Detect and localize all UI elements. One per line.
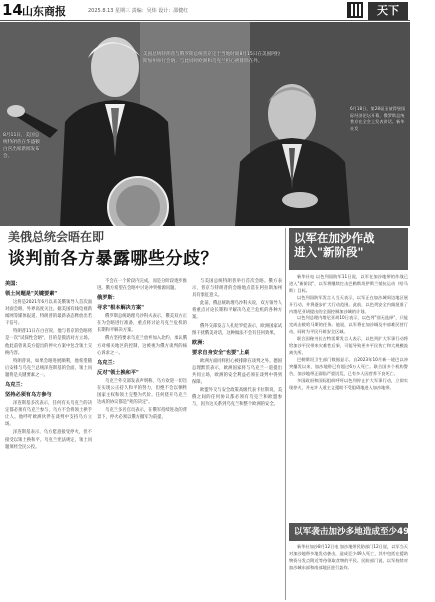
paragraph: 乌克兰外交部发表声明称，乌方欢迎一切旨在实现公正持久和平的努力，但绝不会以牺牲国家主权和领土完整为代价。任何绕开乌克兰达成的协议都是"死的决定"。 bbox=[97, 378, 187, 406]
lead-column-2 bbox=[97, 278, 187, 600]
section-subhead: 俄罗斯： bbox=[97, 295, 118, 302]
section-tag: 天下 bbox=[368, 2, 408, 20]
side-story-body-2 bbox=[289, 544, 408, 600]
photo-caption-left: 8月11日，美国总统特朗普在华盛顿白宫出席新闻发布会。 bbox=[3, 133, 40, 159]
lead-kicker: 美俄总统会晤在即 bbox=[8, 230, 105, 244]
paragraph: 此前，俄总统助理乌沙科夫说，双方领导人将重点讨论长期和平解决乌克兰危机的各种方案。 bbox=[192, 301, 282, 321]
section-subhead: 寻求"根本解决方案" bbox=[97, 305, 144, 312]
side-headline bbox=[294, 231, 375, 259]
section-subhead: 坚持必须有乌方参与 bbox=[5, 392, 52, 399]
lead-headline: 谈判前各方暴露哪些分歧？ bbox=[8, 249, 218, 269]
qr-code-icon bbox=[347, 2, 363, 18]
side-headline-block bbox=[289, 228, 408, 270]
section-subhead: 乌克兰： bbox=[5, 382, 26, 389]
paragraph: 俄罗斯总统助理乌沙科夫表示，俄美双方正在为会晤进行准备，重点将讨论乌克兰危机的长期和平解决方案。 bbox=[97, 314, 187, 334]
side-headline-line-1: 以军在加沙作战 bbox=[294, 231, 375, 245]
section-subhead: 欧洲： bbox=[192, 339, 208, 346]
lead-headline-block bbox=[0, 226, 285, 270]
lead-column-1 bbox=[5, 278, 92, 600]
paragraph: 特朗普11日在白宫说，他与普京的会晤将是一次"试探性会晤"，目的是摸清对方立场。他此前曾说美方提出的停火方案中包含领土交换内容。 bbox=[5, 329, 92, 356]
column-divider bbox=[285, 228, 286, 600]
paper-name: 山东商报 bbox=[22, 5, 66, 18]
section-subhead: 要求自身安全"也要"上桌 bbox=[192, 349, 250, 356]
paragraph: 不会在一个阶段内完成，而是分阶段逐步推进。俄方希望在会晤中讨论冲突根源问题。 bbox=[97, 279, 187, 292]
paragraph: 多国政府和国际组织呼吁以色列停止扩大军事行动，立即实现停火，并允许人道主义援助不受阻碍地进入加沙地带。 bbox=[289, 377, 408, 390]
newspaper-header bbox=[0, 0, 410, 20]
section-subhead: 乌克兰： bbox=[97, 359, 118, 366]
paragraph: 新华社电 以色列国防军11日说，以军在加沙地带的作战已进入"新阶段"，以军将继续打击巴勒斯坦伊斯兰抵抗运动（哈马斯）目标。 bbox=[289, 274, 408, 293]
paragraph: 新华社加沙8月12日电 加沙地带民防部门12日说，以军当天对加沙地带多地发动袭击，造成至少49人死亡，其中包括在援助物资分发点附近等待领取食物的平民。民防部门说，以军持续对加沙城东部和南部地区进行轰炸。 bbox=[289, 544, 408, 570]
paragraph: 俄外交部发言人扎哈罗娃表示，欧洲国家试图干扰俄美对话，这种做法不会有任何效果。 bbox=[192, 323, 282, 336]
paragraph: 与美国总统特朗普举行首次会晤。俄方表示，普京与特朗普的会晤地点选在阿拉斯加州具有象征意义。 bbox=[192, 279, 282, 299]
header-divider bbox=[0, 20, 410, 21]
paragraph: 联合国秘书长古特雷斯发言人表示，以色列扩大军事行动将给加沙平民带来灾难性后果，可能导致更多平民伤亡和大规模流离失所。 bbox=[289, 336, 408, 355]
issue-info: 2025.8.13 星期三 责编：吴炜 设计：邵健红 bbox=[88, 8, 189, 14]
section-subhead: 领土问题是"关键要素" bbox=[5, 291, 58, 297]
paragraph: 巴勒斯坦卫生部门数据显示，自2023年10月新一轮巴以冲突爆发以来，加沙地带已有超过6万人死亡。联合国多个机构警告，加沙地带正面临严重饥荒，已有多人因营养不良死亡。 bbox=[289, 356, 408, 376]
paragraph: 欧洲方面同样担心被排除在谈判之外。德国总理默茨表示，欧洲国家将与乌克兰一道提出共同立场，欧洲的安全利益必须在谈判中得到保障。 bbox=[192, 358, 282, 386]
paragraph: 泽连斯基多次表示，任何有关乌克兰的决定都必须有乌克兰参与，乌方不会将领土拱手让人。他呼吁欧洲伙伴在谈判中支持乌方立场。 bbox=[5, 401, 92, 428]
photo-caption-right: 6月18日，第28届圣彼得堡国际经济论坛开幕，俄罗斯总统普京在全会上发表讲话。新华社发 bbox=[350, 106, 406, 131]
section-subhead: 反对"领土换和平" bbox=[97, 369, 139, 376]
paragraph: 泽连斯基表示，乌方愿意接受停火，但不接受以领土换和平。乌克兰宪法规定，领土问题须经全民公投。 bbox=[5, 430, 92, 450]
paragraph: 这将是2021年6月以来美俄领导人首次面对面会晤，外界高度关注。据美国有线电视新闻网等媒体报道，特朗普的最新表态释放出若干信号。 bbox=[5, 300, 92, 327]
side-headline-2: 以军袭击加沙多地造成至少49人死亡 bbox=[289, 523, 408, 541]
paragraph: 欧盟外交与安全政策高级代表卡拉斯说，美俄之间的任何协议都必须有乌克兰和欧盟参与，因为这关系到乌克兰和整个欧洲的安全。 bbox=[192, 388, 282, 408]
side-story-body bbox=[289, 274, 408, 520]
paragraph: 特朗普说，如果会晤进展顺利，他希望随后安排与乌克兰总统泽连斯基的会面，领土问题将是关键要素之一。 bbox=[5, 358, 92, 378]
photo-caption-top: 美国总统特朗普与俄罗斯总统普京定于当地时间8月15日在美国阿拉斯加州举行会晤。与此同时欧洲和乌克兰担心被排除在外。 bbox=[143, 52, 281, 65]
paragraph: 以色列国防军发言人当天表示，以军正在加沙城周边地区展开行动，并将逐步扩大行动范围。此前，以色列安全内阁批准了内塔尼亚胡提出的全面控制加沙城的计划。 bbox=[289, 294, 408, 314]
page-number: 14 bbox=[2, 1, 23, 19]
paragraph: 乌克兰多名官员表示，在俄军持续进攻的背景下，停火必须以俄方撤军为前提。 bbox=[97, 408, 187, 421]
section-subhead: 美国： bbox=[5, 281, 21, 287]
lead-photo bbox=[0, 22, 410, 226]
lead-column-3 bbox=[192, 278, 282, 600]
paragraph: 俄方坚持要求乌克兰放弃加入北约，承认俄方对相关地区的控制，这被视为俄方谈判的核心诉求之一。 bbox=[97, 336, 187, 356]
paragraph: 以色列总理内塔尼亚胡10日表示，以色列"别无选择"，只能完成击败哈马斯的任务。他说，以军将在加沙城及中部难民营行动，同时为平民开辟安全区域。 bbox=[289, 315, 408, 335]
side-headline-line-2: 进入"新阶段" bbox=[294, 245, 364, 259]
